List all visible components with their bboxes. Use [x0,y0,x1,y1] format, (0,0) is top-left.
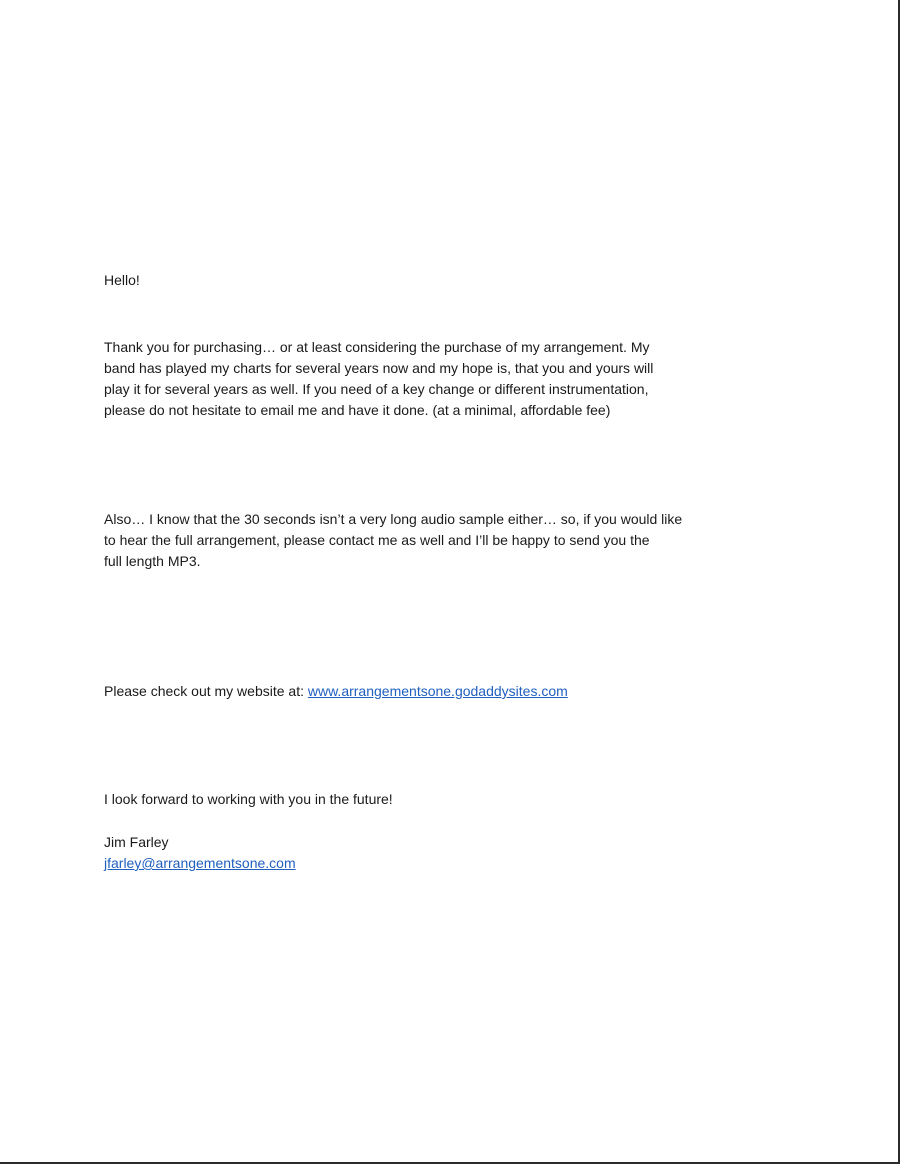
website-prefix: Please check out my website at: [104,683,308,699]
paragraph-audio-sample [104,509,682,572]
signature-email-line [104,853,296,874]
signature-email-link[interactable]: jfarley@arrangementsone.com [104,855,296,871]
paragraph-line: play it for several years as well. If you need of a key change or different instrumentation, [104,381,649,397]
website-line [104,681,568,702]
paragraph-line: band has played my charts for several years now and my hope is, that you and yours will [104,360,654,376]
paragraph-line: Also… I know that the 30 seconds isn’t a very long audio sample either… so, if you would like [104,511,683,527]
signature-name: Jim Farley [104,834,169,850]
paragraph-line: please do not hesitate to email me and have it done. (at a minimal, affordable fee) [104,402,611,418]
paragraph-purchase [104,337,653,421]
paragraph-line: full length MP3. [104,553,201,569]
closing-line: I look forward to working with you in the future! [104,791,393,807]
paragraph-line: Thank you for purchasing… or at least considering the purchase of my arrangement. My [104,339,650,355]
website-link[interactable]: www.arrangementsone.godaddysites.com [307,683,568,699]
greeting: Hello! [104,272,140,288]
paragraph-line: to hear the full arrangement, please contact me as well and I’ll be happy to send you the [104,532,650,548]
